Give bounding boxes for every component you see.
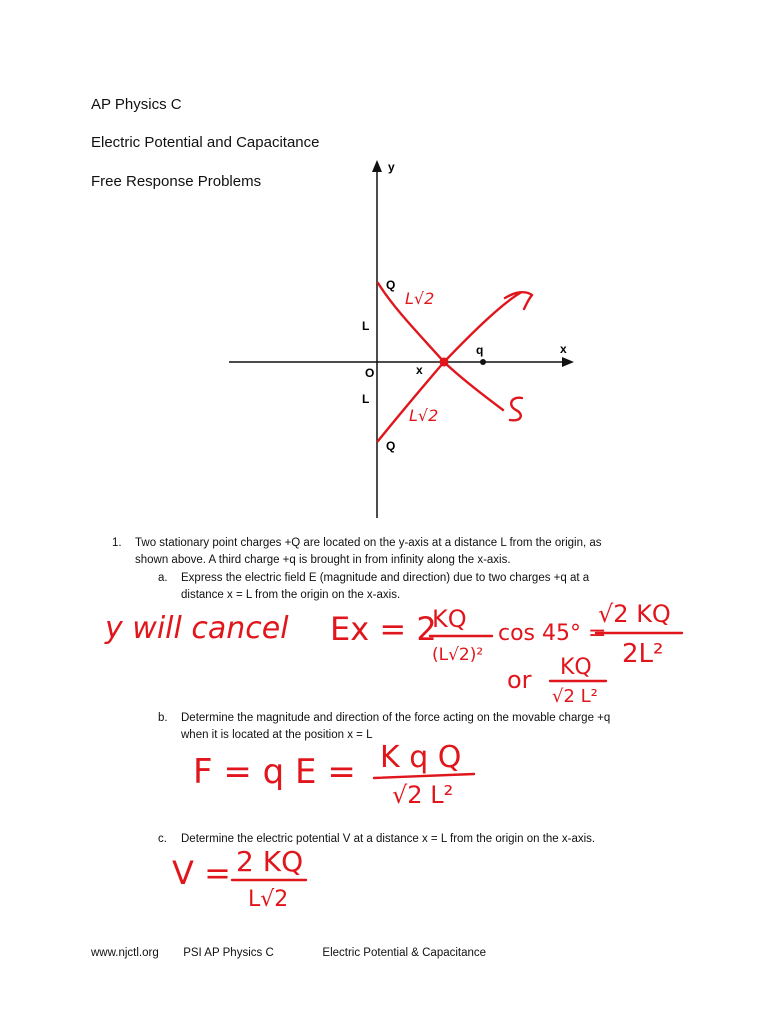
eq-a-cos: cos 45° = [498,621,607,646]
footer-topic: Electric Potential & Capacitance [322,947,487,959]
eq-a-or: or [507,666,532,694]
part-c-line1: Determine the electric potential V at a distance x = L from the origin on the x-axis. [181,833,596,845]
part-b-line2: when it is located at the position x = L [181,729,373,741]
eq-a-rhs-den: 2L² [622,639,664,669]
note-y-cancel: y will cancel [105,611,289,646]
eq-a-lhs: Ex = 2 [330,610,437,648]
course-title: AP Physics C [91,96,182,113]
x-position-label: x [416,363,423,377]
eq-b-den: √2 L² [392,781,454,809]
eq-b-num: K q Q [380,740,462,775]
part-a-line1: Express the electric field E (magnitude and direction) due to two charges +q at a [181,572,590,584]
section-title: Free Response Problems [91,173,262,190]
eq-b-lhs: F = q E = [193,752,356,792]
page-footer [91,947,486,959]
eq-a-rhs-num: √2 KQ [598,600,671,628]
footer-site: www.njctl.org [91,947,159,959]
footer-course: PSI AP Physics C [183,947,274,959]
distance-top-label: L [362,319,370,333]
test-charge-label: q [476,343,484,357]
part-a-line2: distance x = L from the origin on the x-axis. [181,589,401,601]
eq-c-lhs: V = [172,854,231,892]
x-axis-label: x [560,342,567,356]
annotation-top: L√2 [405,289,435,308]
y-axis-label: y [388,160,395,174]
eq-c-num: 2 KQ [236,845,304,878]
part-b-marker: b. [158,712,168,724]
charge-bottom-label: Q [386,439,396,453]
annotation-bottom: L√2 [409,406,439,425]
eq-c-den: L√2 [248,887,289,912]
part-c-marker: c. [158,833,167,845]
eq-a-frac-num: KQ [432,605,467,633]
eq-a-or-num: KQ [560,655,592,680]
part-b-line1: Determine the magnitude and direction of the force acting on the movable charge +q [181,712,611,724]
unit-title: Electric Potential and Capacitance [91,134,320,151]
charge-top-label: Q [386,278,396,292]
problem-number: 1. [112,537,122,549]
problem-text-line2: shown above. A third charge +q is brought in from infinity along the x-axis. [135,554,511,566]
eq-a-or-den: √2 L² [552,686,598,707]
origin-label: O [365,366,375,380]
distance-bottom-label: L [362,392,370,406]
part-a-marker: a. [158,572,168,584]
problem-text-line1: Two stationary point charges +Q are located on the y-axis at a distance L from the origin, as [135,537,602,549]
eq-a-frac-den: (L√2)² [432,645,484,665]
